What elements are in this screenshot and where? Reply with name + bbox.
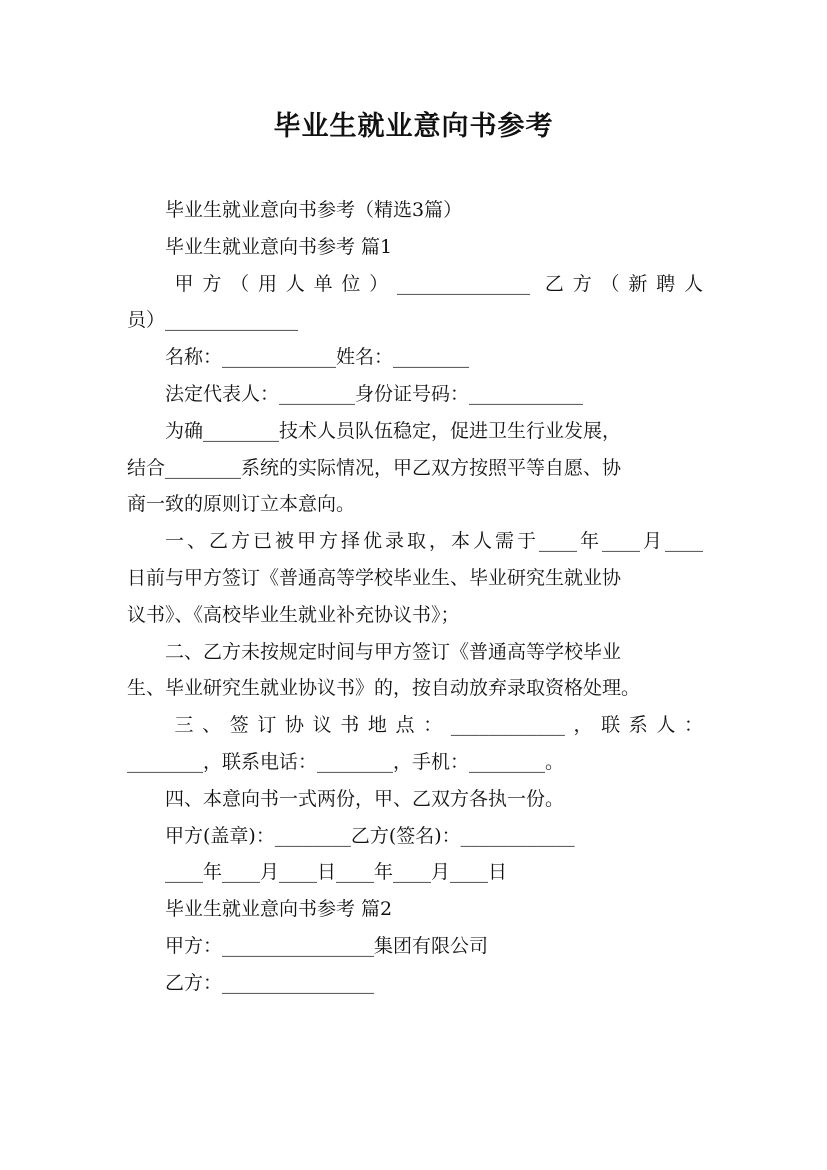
document-title: 毕业生就业意向书参考 xyxy=(273,111,554,142)
paragraph-parties-line-2: 员）______________ xyxy=(127,309,299,332)
section-heading-1: 毕业生就业意向书参考 篇1 xyxy=(165,235,393,258)
clause-1-line-1: 一、乙方已被甲方择优录取，本人需于____年____月____ xyxy=(165,530,703,553)
paragraph-purpose-line-2: 结合________系统的实际情况，甲乙双方按照平等自愿、协 xyxy=(127,456,622,479)
clause-1-line-2: 日前与甲方签订《普通高等学校毕业生、毕业研究生就业协 xyxy=(127,566,622,589)
paragraph-representative-fields: 法定代表人：________身份证号码：____________ xyxy=(165,382,584,405)
paragraph-subtitle: 毕业生就业意向书参考（精选3篇） xyxy=(165,199,463,221)
clause-1-line-3: 议书》、《高校毕业生就业补充协议书》； xyxy=(127,603,460,626)
paragraph-name-fields: 名称：____________姓名：________ xyxy=(165,346,470,369)
paragraph-parties-line-1: 甲方（用人单位）______________ 乙方（新聘人 xyxy=(174,272,703,295)
clause-2-line-2: 生、毕业研究生就业协议书》的，按自动放弃录取资格处理。 xyxy=(127,677,641,700)
clause-4: 四、本意向书一式两份，甲、乙双方各执一份。 xyxy=(165,787,565,810)
clause-2-line-1: 二、乙方未按规定时间与甲方签订《普通高等学校毕业 xyxy=(165,640,622,663)
document-body xyxy=(127,192,703,1002)
section-heading-2: 毕业生就业意向书参考 篇2 xyxy=(165,898,393,921)
paragraph-purpose-line-3: 商一致的原则订立本意向。 xyxy=(127,493,356,516)
party-a-line: 甲方：________________集团有限公司 xyxy=(165,934,489,957)
party-b-line: 乙方：________________ xyxy=(165,971,375,994)
clause-3-line-2: ________，联系电话：________，手机：________。 xyxy=(127,750,565,773)
signature-line: 甲方(盖章)：________乙方(签名)：____________ xyxy=(165,824,575,847)
paragraph-purpose-line-1: 为确________技术人员队伍稳定，促进卫生行业发展， xyxy=(165,419,622,442)
date-line: ____年____月____日____年____月____日 xyxy=(165,861,508,884)
clause-3-line-1: 三、签订协议书地点：____________，联系人： xyxy=(174,714,703,737)
